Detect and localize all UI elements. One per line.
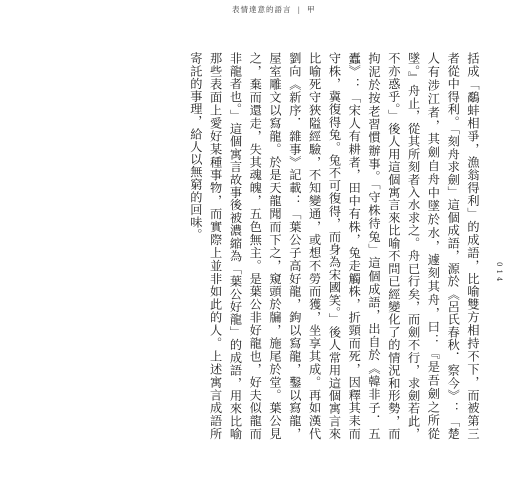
chapter-label: 甲 (307, 5, 316, 14)
header-separator: | (297, 5, 302, 14)
book-title: 表情達意的語言 (232, 5, 292, 14)
body-paragraph: 括成「鷸蚌相爭，漁翁得利」的成語，比喻雙方相持不下，而被第三者從中得利。「刻舟求劍」這個成語，源於《呂氏春秋．察今》：「楚人有涉江者，其劍自舟中墜於水，遽刻其舟，曰：『是吾劍之所從墜。』舟止，從其所刻者入水求之。舟已行矣，而劍不行，求劍若此，不亦惑乎。」後人用這個寓言來比喻不問已經變化了的情況和形勢，而拘泥於按老習慣辦事。「守株待兔」這個成語，出自於《韓非子．五蠹》：「宋人有耕者，田中有株，兔走觸株，折頸而死，因釋其耒而守株，冀復得兔。兔不可復得，而身為宋國笑。」後人常用這個寓言來比喻死守狹隘經驗，不知變通，或想不勞而獲，坐享其成。再如漢代劉向《新序．雜事》記載：「葉公子高好龍，鉤以寫龍，鑿以寫龍，屋室雕文以寫龍。於是天龍聞而下之，窺頭於牖，施尾於堂。葉公見之，棄而還走，失其魂魄，五色無主。是葉公非好龍也，好夫似龍而非龍者也。」這個寓言故事後被濃縮為「葉公好龍」的成語，用來比喻那些表面上愛好某種事物，而實際上並非如此的人。上述寓言成語所寄託的事理，給人以無窮的回味。 (188, 52, 480, 440)
page-number: 014 (495, 262, 503, 285)
body-text (62, 52, 482, 440)
running-header (232, 4, 316, 15)
